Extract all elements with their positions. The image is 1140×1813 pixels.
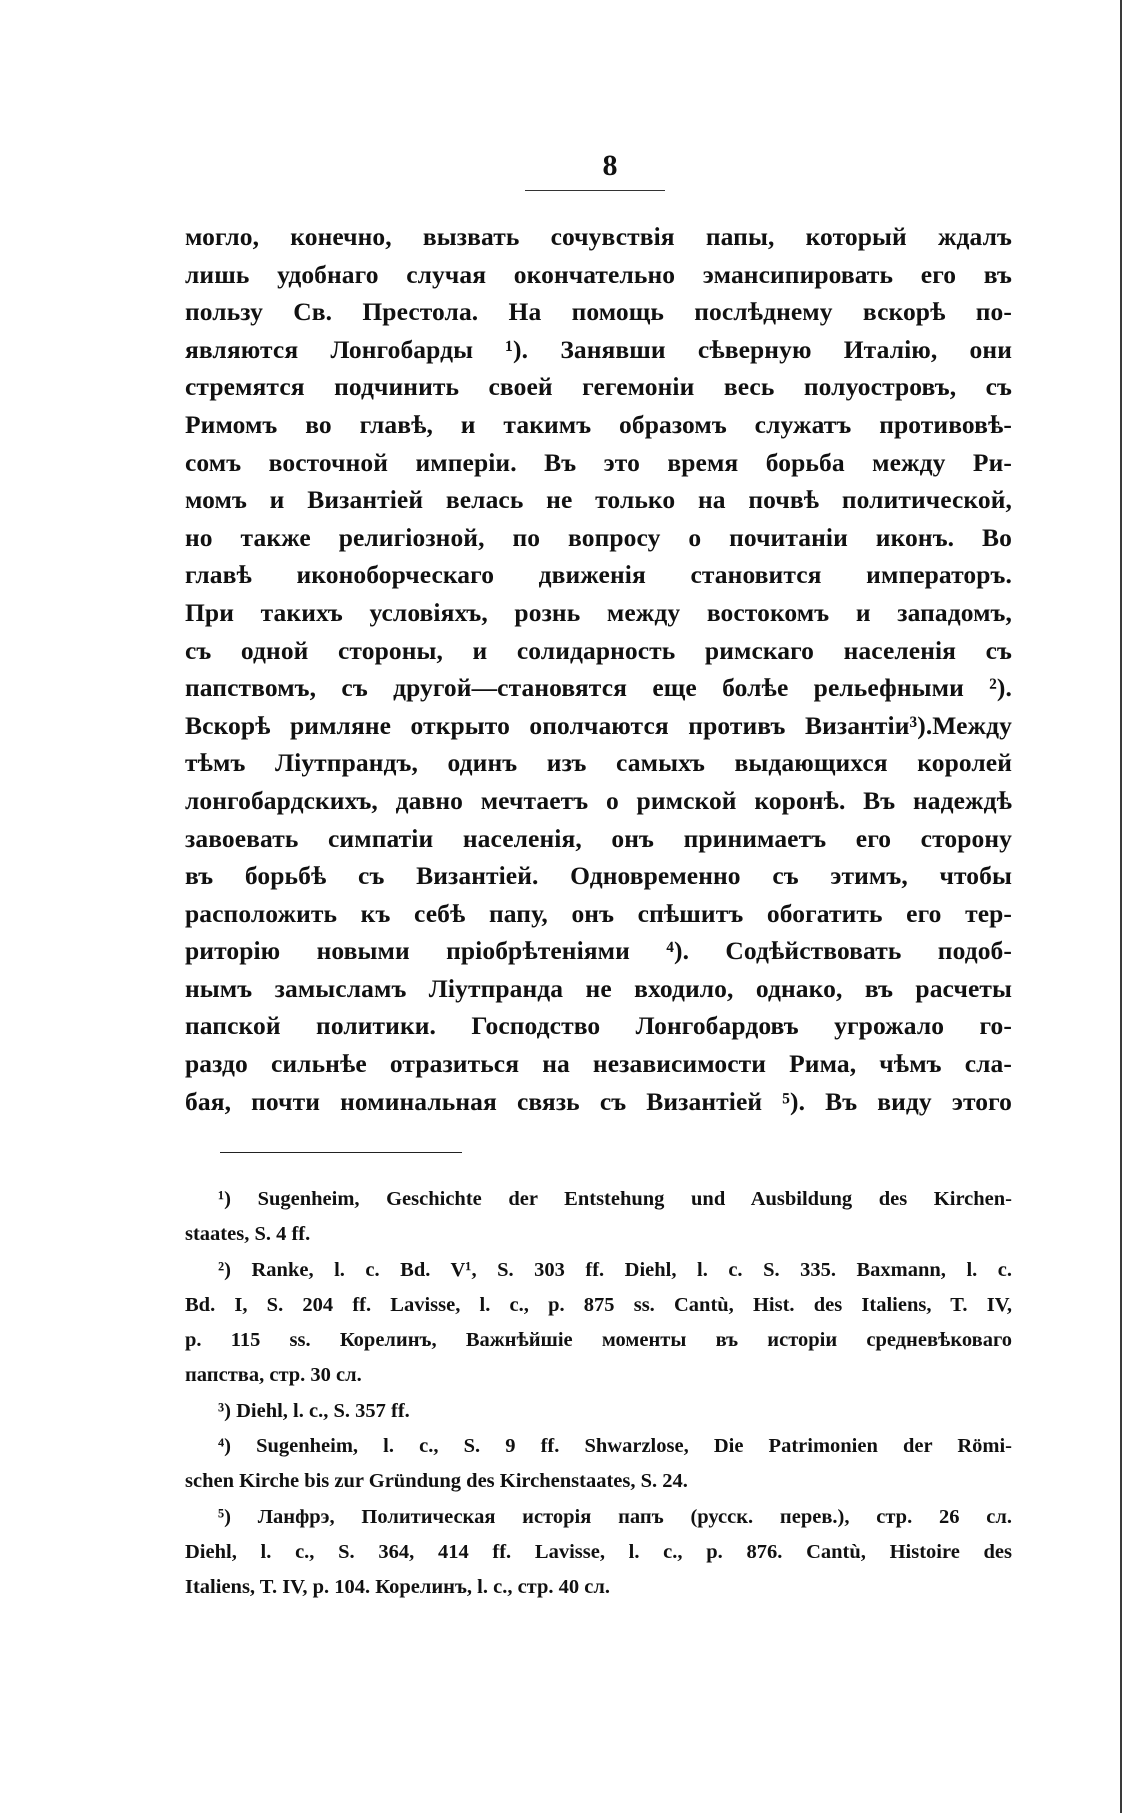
footnote-line: ⁵) Ланфрэ, Политическая исторія папъ (русск. перев.), стр. 26 сл. <box>218 1505 1012 1528</box>
body-line: съ одной стороны, и солидарность римскаго населенія съ <box>185 635 1012 665</box>
footnote-line: Italiens, T. IV, p. 104. Корелинъ, l. c., стр. 40 сл. <box>185 1576 611 1599</box>
footnote-line: p. 115 ss. Корелинъ, Важнѣйшіе моменты въ исторіи средневѣковаго <box>185 1329 1012 1352</box>
footnote-line: ²) Ranke, l. c. Bd. V¹, S. 303 ff. Diehl, l. c. S. 335. Baxmann, l. c. <box>218 1258 1012 1281</box>
footnote-line: staates, S. 4 ff. <box>185 1223 311 1246</box>
footnote-line: Diehl, l. c., S. 364, 414 ff. Lavisse, l. c., p. 876. Cantù, Histoire des <box>185 1540 1012 1563</box>
body-line: бая, почти номинальная связь съ Византіей ⁵). Въ виду этого <box>185 1086 1012 1116</box>
body-line: папской политики. Господство Лонгобардовъ угрожало го- <box>185 1011 1012 1041</box>
main-text <box>185 218 1012 1120</box>
body-line: сомъ восточной имперіи. Въ это время борьба между Ри- <box>185 447 1012 477</box>
body-line: нымъ замысламъ Ліутпранда не входило, однако, въ расчеты <box>185 973 1012 1003</box>
body-line: главѣ иконоборческаго движенія становится императоръ. <box>185 560 1012 590</box>
body-line: Римомъ во главѣ, и такимъ образомъ служатъ противовѣ- <box>185 409 1012 439</box>
footnote-separator <box>220 1152 462 1153</box>
body-line: расположить къ себѣ папу, онъ спѣшитъ обогатить его тер- <box>185 898 1012 928</box>
footnote-line: Bd. I, S. 204 ff. Lavisse, l. c., p. 875 ss. Cantù, Hist. des Italiens, T. IV, <box>185 1293 1012 1316</box>
body-line: могло, конечно, вызвать сочувствія папы, который ждалъ <box>185 222 1012 251</box>
body-line: момъ и Византіей велась не только на почвѣ политической, <box>185 485 1012 515</box>
body-line: завоевать симпатіи населенія, онъ принимаетъ его сторону <box>185 823 1012 853</box>
page-edge-line <box>1120 0 1122 1813</box>
body-line: тѣмъ Ліутпрандъ, одинъ изъ самыхъ выдающихся королей <box>185 748 1012 778</box>
body-line: При такихъ условіяхъ, рознь между востокомъ и западомъ, <box>185 597 1012 627</box>
body-line: пользу Св. Престола. На помощь послѣднему вскорѣ по- <box>185 297 1012 327</box>
page-number: 8 <box>602 149 618 182</box>
body-line: Вскорѣ римляне открыто ополчаются противъ Византіи³).Между <box>185 710 1012 740</box>
footnote-line: папства, стр. 30 сл. <box>185 1364 362 1387</box>
body-line: стремятся подчинить своей гегемоніи весь полуостровъ, съ <box>185 372 1012 402</box>
footnote-line: ⁴) Sugenheim, l. c., S. 9 ff. Shwarzlose, Die Patrimonien der Römi- <box>218 1435 1012 1458</box>
body-line: риторію новыми пріобрѣтеніями ⁴). Содѣйствовать подоб- <box>185 936 1012 966</box>
body-line: лишь удобнаго случая окончательно эмансипировать его въ <box>185 259 1012 289</box>
body-line: папствомъ, съ другой—становятся еще болѣе рельефными ²). <box>185 673 1012 703</box>
footnote-line: ³) Diehl, l. c., S. 357 ff. <box>218 1399 410 1422</box>
footnote-line: schen Kirche bis zur Gründung des Kirchenstaates, S. 24. <box>185 1470 688 1493</box>
footnotes <box>185 1182 1012 1606</box>
body-line: раздо сильнѣе отразиться на независимости Рима, чѣмъ сла- <box>185 1049 1012 1079</box>
body-line: лонгобардскихъ, давно мечтаетъ о римской коронѣ. Въ надеждѣ <box>185 785 1012 815</box>
page-number-rule <box>525 190 665 191</box>
body-line: являются Лонгобарды ¹). Занявши сѣверную Италію, они <box>185 334 1012 364</box>
body-line: въ борьбѣ съ Византіей. Одновременно съ этимъ, чтобы <box>185 861 1012 891</box>
footnote-line: ¹) Sugenheim, Geschichte der Entstehung und Ausbildung des Kirchen- <box>218 1188 1012 1210</box>
body-line: но также религіозной, по вопросу о почитаніи иконъ. Во <box>185 522 1012 552</box>
